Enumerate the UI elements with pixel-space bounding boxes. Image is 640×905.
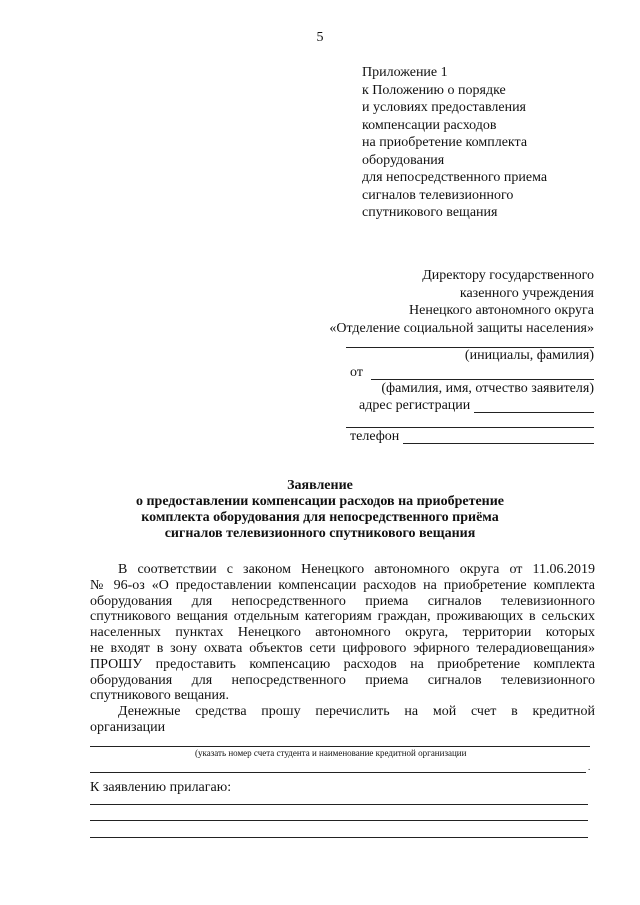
addressee-line: казенного учреждения xyxy=(459,285,594,301)
address-field[interactable] xyxy=(474,412,594,413)
body-line: спутникового вещания отдельным категориям граждан, проживающих в сельских xyxy=(90,609,595,625)
body-line: спутникового вещания. xyxy=(90,688,229,704)
addressee-block xyxy=(329,267,594,337)
initials-hint: (инициалы, фамилия) xyxy=(464,348,594,363)
title-line: сигналов телевизионного спутникового вещания xyxy=(164,526,476,541)
body-line: не входят в зону охвата объектов сети цифрового эфирного телерадиовещания» xyxy=(90,640,595,656)
annex-line: спутникового вещания xyxy=(362,205,498,220)
body-line: оборудования для непосредственного приема сигналов телевизионного xyxy=(90,672,595,688)
body-line: организации xyxy=(90,719,166,735)
title-line: комплекта оборудования для непосредственного приёма xyxy=(141,510,499,525)
attachment-line[interactable] xyxy=(90,820,588,821)
phone-field[interactable] xyxy=(403,443,594,444)
title-line: Заявление xyxy=(287,478,353,493)
statement-body xyxy=(90,562,595,736)
annex-line: и условиях предоставления xyxy=(362,100,526,115)
page-number: 5 xyxy=(316,30,324,45)
body-line: В соответствии с законом Ненецкого автономного округа от 11.06.2019 xyxy=(118,562,595,577)
account-hint: (указать номер счета студента и наименование кредитной организации xyxy=(195,748,467,758)
annex-line: Приложение 1 xyxy=(362,65,448,80)
address-field-continued[interactable] xyxy=(346,427,594,428)
attachments-label: К заявлению прилагаю: xyxy=(90,780,232,795)
body-line: № 96-оз «О предоставлении компенсации расходов на приобретение комплекта xyxy=(90,577,595,593)
body-line: Денежные средства прошу перечислить на мой счет в кредитной xyxy=(118,704,595,720)
annex-block xyxy=(362,64,632,222)
account-field[interactable] xyxy=(90,746,590,747)
annex-line: для непосредственного приема xyxy=(362,170,548,185)
body-line: оборудования для непосредственного приема сигналов телевизионного xyxy=(90,593,595,609)
attachment-line[interactable] xyxy=(90,804,588,805)
annex-line: оборудования xyxy=(362,152,445,168)
addressee-line: Ненецкого автономного округа xyxy=(409,303,594,318)
addressee-line: «Отделение социальной защиты населения» xyxy=(329,320,594,336)
body-line: населенных пунктах Ненецкого автономного округа, территории которых xyxy=(90,625,595,641)
attachment-line[interactable] xyxy=(90,837,588,838)
from-field[interactable] xyxy=(371,379,594,380)
account-field-continued[interactable] xyxy=(90,772,586,773)
from-hint: (фамилия, имя, отчество заявителя) xyxy=(381,381,594,396)
from-label: от xyxy=(350,365,363,380)
annex-line: сигналов телевизионного xyxy=(362,187,514,203)
title-line: о предоставлении компенсации расходов на приобретение xyxy=(135,494,505,509)
addressee-line: Директору государственного xyxy=(422,268,594,283)
annex-line: компенсации расходов xyxy=(362,117,497,133)
trailing-dot: . xyxy=(588,762,591,772)
phone-label: телефон xyxy=(350,429,400,444)
document-title xyxy=(0,478,640,542)
body-line: ПРОШУ предоставить компенсацию расходов на приобретение комплекта xyxy=(90,656,595,672)
annex-line: на приобретение комплекта xyxy=(362,135,528,150)
address-label: адрес регистрации xyxy=(359,398,471,413)
annex-line: к Положению о порядке xyxy=(362,82,506,98)
